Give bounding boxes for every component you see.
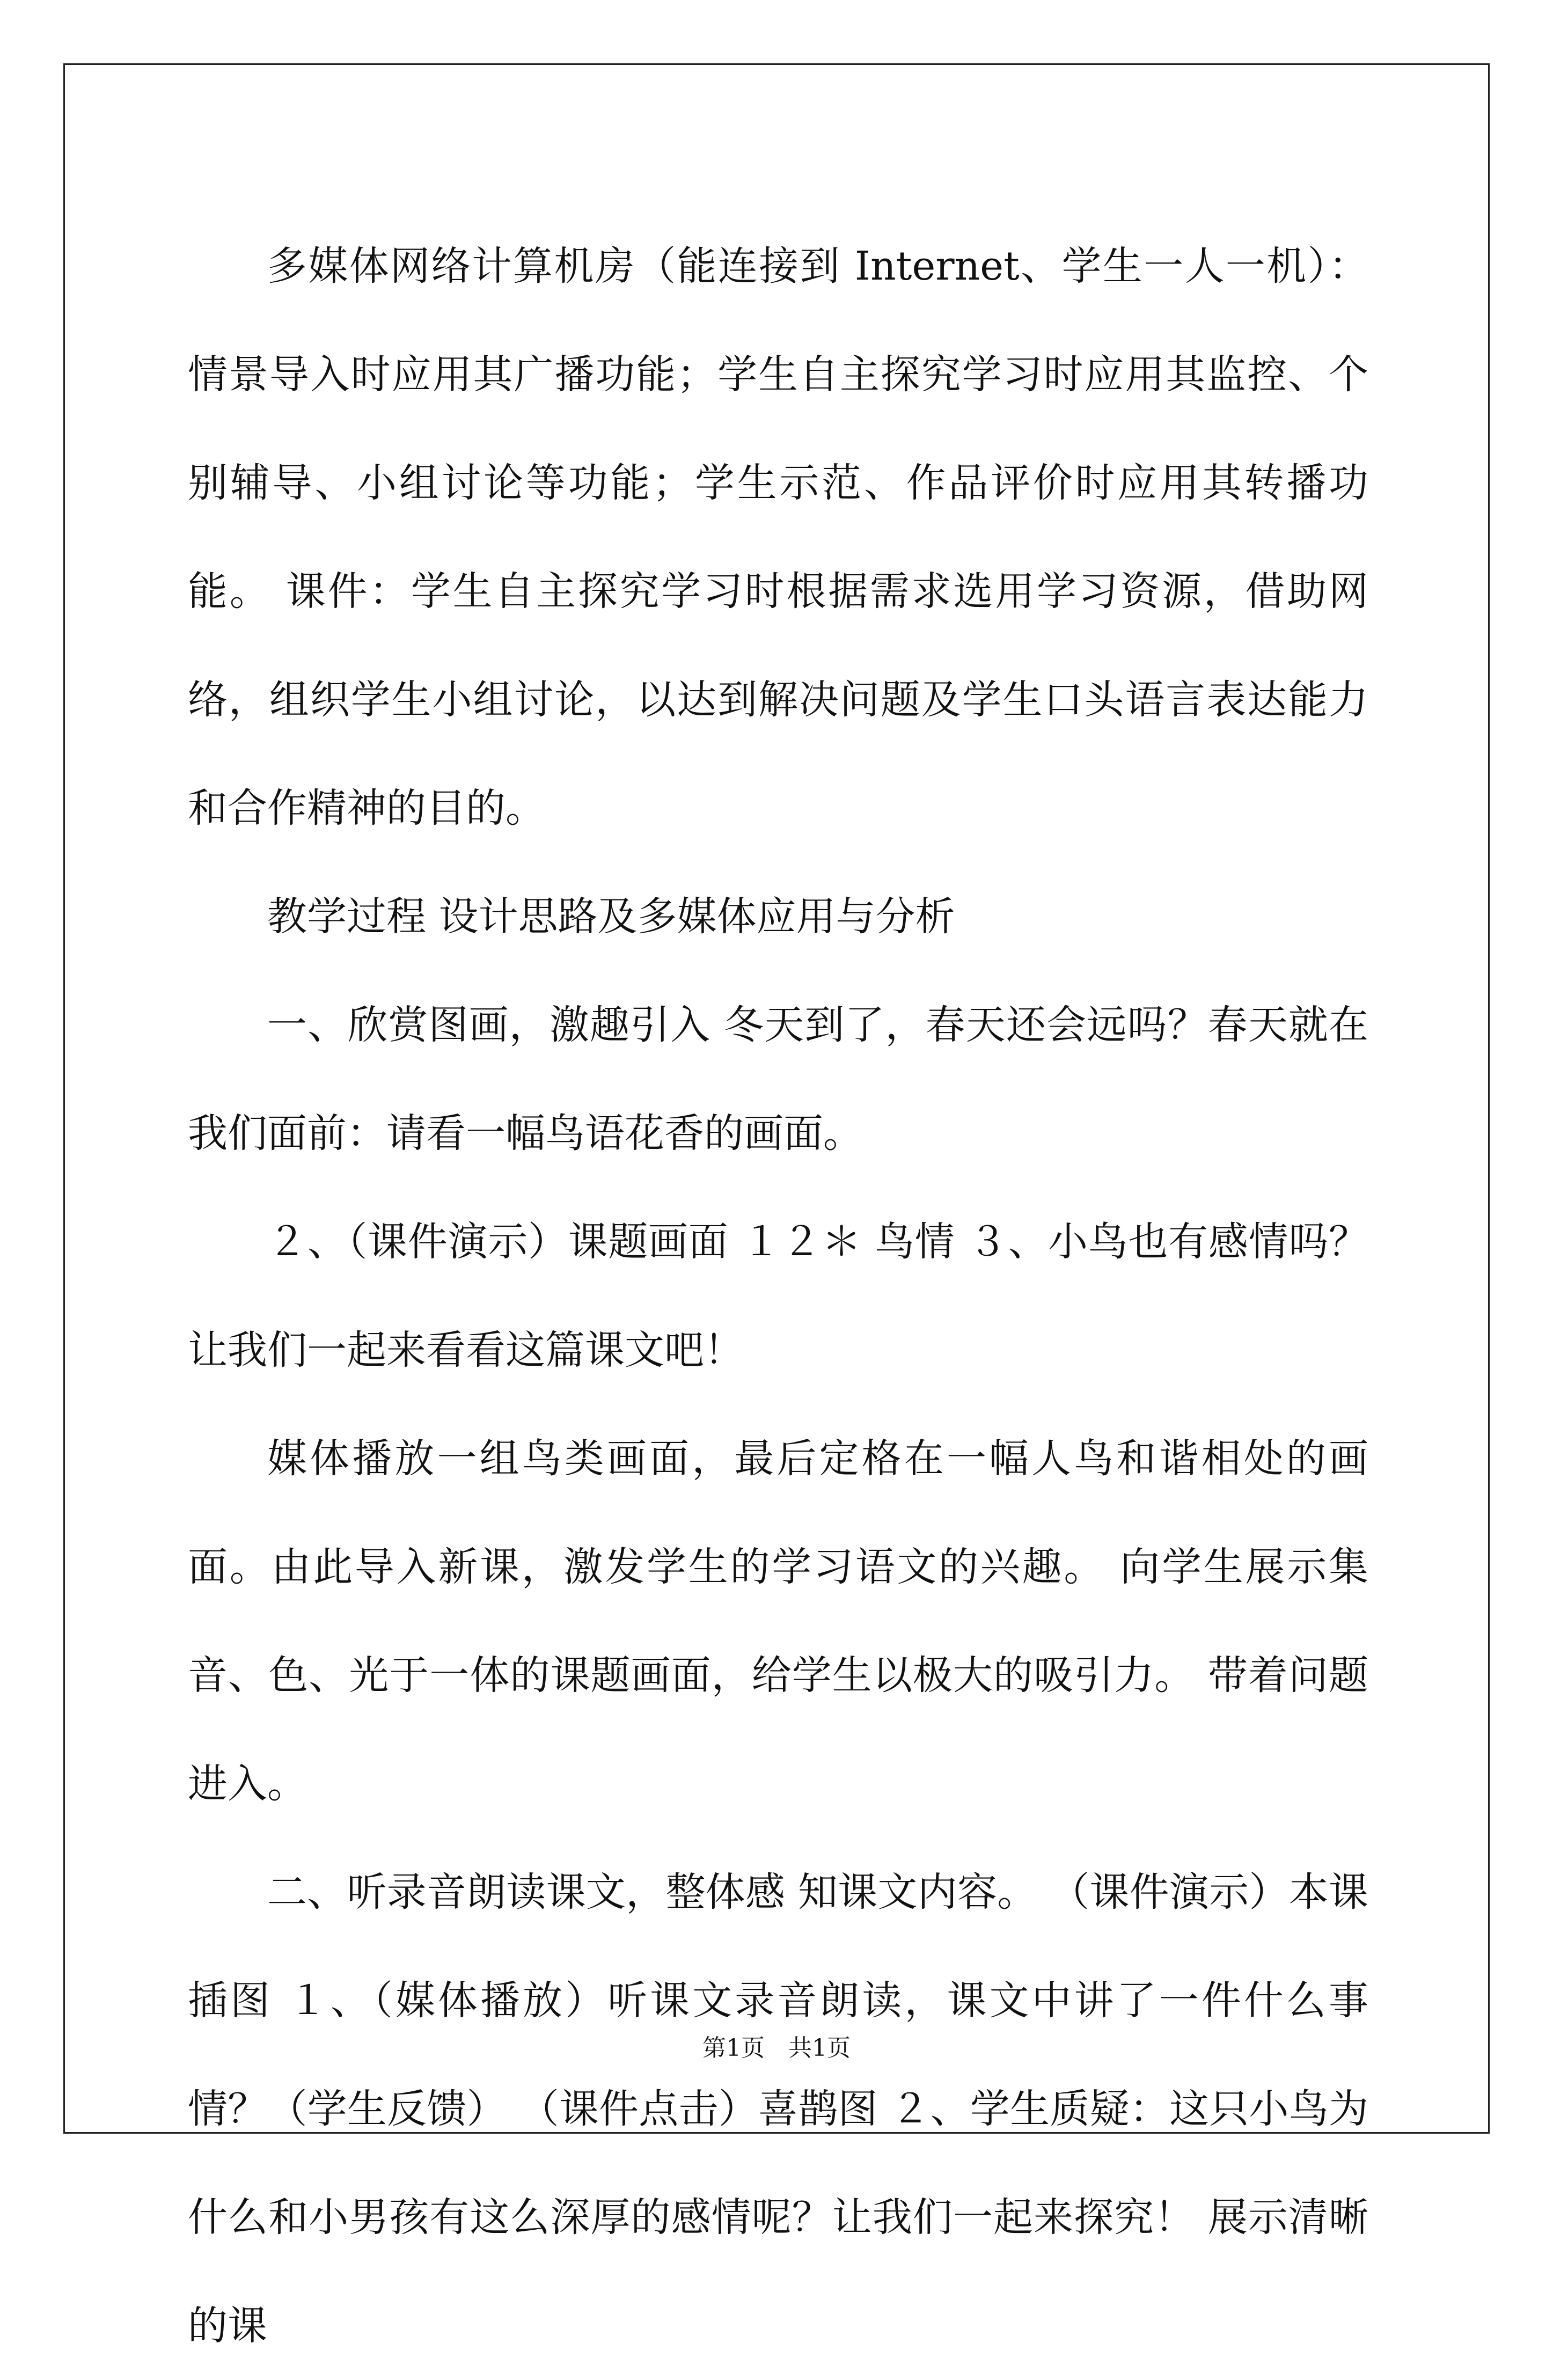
paragraph-section-one: 一、欣赏图画，激趣引入 冬天到了，春天还会远吗？春天就在我们面前：请看一幅鸟语花香的画面。 [188,1002,1368,1156]
paragraph-courseware-demo: ２、（课件演示）课题画面 １２＊ 鸟情 ３、小鸟也有感情吗？让我们一起来看看这篇课文吧！ [188,1219,1368,1373]
page-footer [0,2029,1553,2063]
paragraph-section-two: 二、听录音朗读课文，整体感 知课文内容。 （课件演示）本课插图 １、（媒体播放）听课文录音朗读，课文中讲了一件什么事情？（学生反馈） （课件点击）喜鹊图 ２、学生质疑：这只小鸟为什么和小男孩有这么深厚的感情呢？让我们一起来探究！ 展示清晰的课 [188,1869,1368,2349]
page-number: 第1页 [702,2034,765,2062]
paragraph-equipment: 多媒体网络计算机房（能连接到 Internet、学生一人一机）：情景导入时应用其广播功能；学生自主探究学习时应用其监控、个别辅导、小组讨论等功能；学生示范、作品评价时应用其转播功能。 课件：学生自主探究学习时根据需求选用学习资源，借助网络，组织学生小组讨论，以达到解决问题及学生口头语言表达能力和合作精神的目的。 [188,243,1368,831]
page-total: 共1页 [788,2034,851,2062]
paragraph-process-heading: 教学过程 设计思路及多媒体应用与分析 [267,894,955,940]
paragraph-media-analysis: 媒体播放一组鸟类画面，最后定格在一幅人鸟和谐相处的画面。由此导入新课，激发学生的学习语文的兴趣。 向学生展示集音、色、光于一体的课题画面，给学生以极大的吸引力。 带着问题进入。 [188,1436,1368,1807]
